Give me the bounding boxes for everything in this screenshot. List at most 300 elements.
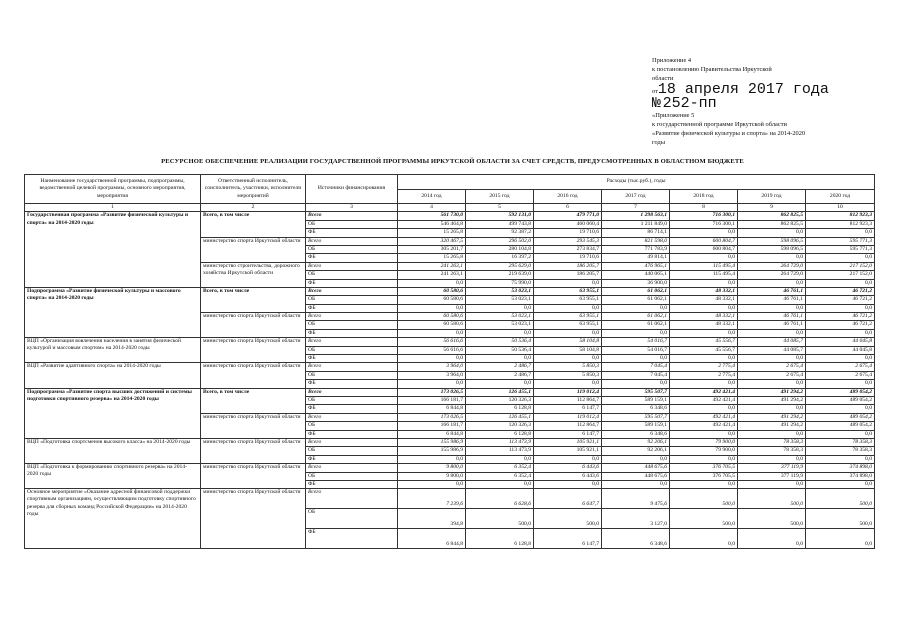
expense-value: 53 023,1 bbox=[466, 296, 534, 304]
header-line-4: «Приложение 5 bbox=[652, 112, 695, 119]
expense-value: 166 181,7 bbox=[398, 422, 466, 430]
year-header: 2018 год bbox=[670, 189, 738, 204]
expense-value: 0,0 bbox=[738, 430, 806, 438]
funding-source: ОБ bbox=[306, 321, 398, 329]
expense-value: 500,0 bbox=[534, 509, 602, 529]
expense-value: 0,0 bbox=[806, 254, 875, 262]
header-line-6: «Развитие физической культуры и спорта» на 2014-2020 bbox=[652, 130, 806, 137]
expense-value: 812 923,3 bbox=[806, 212, 875, 220]
expense-value: 492 421,4 bbox=[670, 422, 738, 430]
expense-value: 0,0 bbox=[602, 455, 670, 463]
expense-value: 155 986,9 bbox=[398, 438, 466, 446]
year-header: 2020 год bbox=[806, 189, 875, 204]
table-row bbox=[25, 287, 875, 295]
expense-value: 0,0 bbox=[738, 380, 806, 388]
expense-value: 241 263,1 bbox=[398, 271, 466, 279]
expense-value: 546 464,8 bbox=[398, 220, 466, 228]
expense-value: 295 629,0 bbox=[466, 262, 534, 270]
expense-value: 6 128,8 bbox=[466, 529, 534, 549]
number-prefix: № bbox=[652, 95, 662, 112]
expense-value: 219 639,0 bbox=[466, 271, 534, 279]
expense-value: 44 045,8 bbox=[806, 338, 875, 346]
table-row bbox=[25, 388, 875, 396]
expense-value: 105 921,1 bbox=[534, 438, 602, 446]
expense-value: 0,0 bbox=[602, 355, 670, 363]
expense-value: 16 397,2 bbox=[466, 254, 534, 262]
expense-value: 0,0 bbox=[466, 480, 534, 488]
expense-value: 0,0 bbox=[806, 279, 875, 287]
expense-value: 50 536,4 bbox=[466, 346, 534, 354]
executor-name: министерство спорта Иркутской области bbox=[201, 338, 306, 363]
expense-value: 186 205,7 bbox=[534, 262, 602, 270]
expense-value: 0,0 bbox=[738, 480, 806, 488]
expense-value: 0,0 bbox=[670, 380, 738, 388]
expense-value: 115 495,4 bbox=[670, 271, 738, 279]
column-number: 1 bbox=[25, 204, 201, 212]
column-number: 9 bbox=[738, 204, 806, 212]
expense-value: 394,8 bbox=[398, 509, 466, 529]
expense-value: 374 898,0 bbox=[806, 472, 875, 480]
expense-value: 0,0 bbox=[738, 405, 806, 413]
expense-value: 63 955,1 bbox=[534, 296, 602, 304]
expense-value: 0,0 bbox=[534, 329, 602, 337]
expense-value: 2 775,4 bbox=[670, 363, 738, 371]
expense-value: 264 729,0 bbox=[738, 271, 806, 279]
expense-value: 92 206,1 bbox=[602, 447, 670, 455]
expense-value: 53 023,1 bbox=[466, 313, 534, 321]
expense-value: 2 675,4 bbox=[806, 371, 875, 379]
funding-source: ФБ bbox=[306, 529, 398, 549]
funding-source: Всего bbox=[306, 313, 398, 321]
expense-value: 273 834,7 bbox=[534, 245, 602, 253]
expense-value: 120 326,3 bbox=[466, 396, 534, 404]
expense-value: 63 955,1 bbox=[534, 321, 602, 329]
funding-source: ОБ bbox=[306, 296, 398, 304]
expense-value: 499 743,8 bbox=[466, 220, 534, 228]
expense-value: 54 016,7 bbox=[602, 338, 670, 346]
expense-value: 48 332,1 bbox=[670, 296, 738, 304]
expense-value: 61 062,1 bbox=[602, 287, 670, 295]
program-name: ВЦП «Подготовка спортсменов высокого класса» на 2014-2020 годы bbox=[25, 438, 201, 463]
expense-value: 1 211 849,0 bbox=[602, 220, 670, 228]
expense-value: 120 326,3 bbox=[466, 422, 534, 430]
funding-source: ФБ bbox=[306, 254, 398, 262]
funding-source: Всего bbox=[306, 489, 398, 509]
expense-value: 1 298 563,1 bbox=[602, 212, 670, 220]
expense-value: 448 675,6 bbox=[602, 472, 670, 480]
expense-value: 5 850,3 bbox=[534, 363, 602, 371]
expense-value: 78 358,3 bbox=[738, 447, 806, 455]
expense-value: 6 128,8 bbox=[466, 430, 534, 438]
expense-value: 0,0 bbox=[534, 279, 602, 287]
expense-value: 46 761,1 bbox=[738, 296, 806, 304]
expense-value: 155 986,9 bbox=[398, 447, 466, 455]
expense-value: 305 201,7 bbox=[398, 245, 466, 253]
table-row bbox=[25, 363, 875, 371]
expense-value: 0,0 bbox=[738, 304, 806, 312]
table-row bbox=[25, 338, 875, 346]
expense-value: 489 054,2 bbox=[806, 413, 875, 421]
expense-value: 2 675,4 bbox=[738, 371, 806, 379]
expense-value: 0,0 bbox=[398, 380, 466, 388]
executor-name: Всего, в том числе bbox=[201, 287, 306, 312]
expense-value: 492 421,4 bbox=[670, 413, 738, 421]
expense-value: 48 332,1 bbox=[670, 287, 738, 295]
expense-value: 0,0 bbox=[466, 329, 534, 337]
expense-value: 479 771,0 bbox=[534, 212, 602, 220]
column-number: 8 bbox=[670, 204, 738, 212]
expense-value: 2 486,7 bbox=[466, 363, 534, 371]
expense-value: 56 616,6 bbox=[398, 338, 466, 346]
executor-name: Всего, в том числе bbox=[201, 388, 306, 413]
expense-value: 491 294,2 bbox=[738, 396, 806, 404]
program-name: Подпрограмма «Развитие спорта высших достижений и системы подготовки спортивного резерва» на 2014-2020 годы bbox=[25, 388, 201, 438]
expense-value: 0,0 bbox=[806, 455, 875, 463]
year-header: 2017 год bbox=[602, 189, 670, 204]
col-expenses-header: Расходы (тыс.руб.), годы bbox=[398, 175, 875, 190]
expense-value: 492 421,4 bbox=[670, 396, 738, 404]
expense-value: 377 119,9 bbox=[738, 472, 806, 480]
executor-name: министерство строительства, дорожного хозяйства Иркутской области bbox=[201, 262, 306, 287]
expense-value: 115 495,4 bbox=[670, 262, 738, 270]
expense-value: 6 352,4 bbox=[466, 464, 534, 472]
expense-value: 78 358,3 bbox=[806, 438, 875, 446]
expense-value: 489 054,2 bbox=[806, 388, 875, 396]
funding-source: ОБ bbox=[306, 271, 398, 279]
expense-value: 56 616,6 bbox=[398, 346, 466, 354]
header-line-1: Приложение 4 bbox=[652, 57, 692, 64]
expense-value: 296 502,0 bbox=[466, 237, 534, 245]
expense-value: 6 352,4 bbox=[466, 472, 534, 480]
expense-value: 105 921,1 bbox=[534, 447, 602, 455]
expense-value: 9 800,0 bbox=[398, 464, 466, 472]
funding-source: Всего bbox=[306, 413, 398, 421]
expense-value: 78 358,3 bbox=[806, 447, 875, 455]
col-name-header: Наименование государственной программы, подпрограммы, ведомственной целевой программы, основного мероприятия, мероприятия bbox=[25, 175, 201, 204]
funding-source: ФБ bbox=[306, 355, 398, 363]
expense-value: 6 147,7 bbox=[534, 405, 602, 413]
expense-value: 3 127,0 bbox=[602, 509, 670, 529]
expense-value: 119 012,4 bbox=[534, 413, 602, 421]
expense-value: 500,0 bbox=[806, 489, 875, 509]
expense-value: 0,0 bbox=[602, 480, 670, 488]
expense-value: 376 705,5 bbox=[670, 464, 738, 472]
expense-value: 0,0 bbox=[806, 304, 875, 312]
funding-source: ФБ bbox=[306, 480, 398, 488]
expense-value: 489 054,2 bbox=[806, 422, 875, 430]
column-number: 2 bbox=[201, 204, 306, 212]
expense-value: 45 556,7 bbox=[670, 346, 738, 354]
program-name: Государственная программа «Развитие физической культуры и спорта» на 2014-2020 годы bbox=[25, 212, 201, 288]
date-prefix: от bbox=[652, 88, 658, 95]
header-number-line bbox=[652, 97, 892, 111]
column-number: 5 bbox=[466, 204, 534, 212]
expense-value: 60 580,6 bbox=[398, 321, 466, 329]
expense-value: 500,0 bbox=[670, 509, 738, 529]
expense-value: 595 507,7 bbox=[602, 388, 670, 396]
expense-value: 63 955,1 bbox=[534, 313, 602, 321]
expense-value: 46 761,1 bbox=[738, 313, 806, 321]
expense-value: 6 147,7 bbox=[534, 529, 602, 549]
expense-value: 0,0 bbox=[602, 380, 670, 388]
executor-name: министерство спорта Иркутской области bbox=[201, 313, 306, 338]
expense-value: 0,0 bbox=[534, 355, 602, 363]
expense-value: 561 730,0 bbox=[398, 212, 466, 220]
program-name: Подпрограмма «Развитие физической культуры и массового спорта» на 2014-2020 годы bbox=[25, 287, 201, 337]
expense-value: 63 955,1 bbox=[534, 287, 602, 295]
expense-value: 0,0 bbox=[806, 430, 875, 438]
funding-source: ОБ bbox=[306, 422, 398, 430]
expense-value: 476 965,1 bbox=[602, 262, 670, 270]
expense-value: 119 012,4 bbox=[534, 388, 602, 396]
expense-value: 5 850,3 bbox=[534, 371, 602, 379]
header-line-7: годы bbox=[652, 139, 666, 146]
expense-value: 598 096,5 bbox=[738, 245, 806, 253]
table-head bbox=[25, 175, 875, 212]
expense-value: 0,0 bbox=[670, 430, 738, 438]
expense-value: 0,0 bbox=[466, 304, 534, 312]
expense-value: 61 062,1 bbox=[602, 321, 670, 329]
funding-source: ФБ bbox=[306, 279, 398, 287]
expense-value: 0,0 bbox=[670, 304, 738, 312]
expense-value: 0,0 bbox=[466, 455, 534, 463]
expense-value: 0,0 bbox=[602, 329, 670, 337]
expense-value: 862 825,5 bbox=[738, 212, 806, 220]
expense-value: 75 990,0 bbox=[466, 279, 534, 287]
funding-source: ФБ bbox=[306, 405, 398, 413]
expense-value: 86 714,1 bbox=[602, 229, 670, 237]
expense-value: 0,0 bbox=[398, 480, 466, 488]
funding-source: ОБ bbox=[306, 509, 398, 529]
expense-value: 6 147,7 bbox=[534, 430, 602, 438]
funding-source: Всего bbox=[306, 464, 398, 472]
executor-name: министерство спорта Иркутской области bbox=[201, 464, 306, 489]
funding-source: ОБ bbox=[306, 245, 398, 253]
column-number: 10 bbox=[806, 204, 875, 212]
funding-source: Всего bbox=[306, 338, 398, 346]
column-number: 3 bbox=[306, 204, 398, 212]
expense-value: 0,0 bbox=[806, 529, 875, 549]
expense-value: 0,0 bbox=[398, 304, 466, 312]
column-number: 4 bbox=[398, 204, 466, 212]
expense-value: 500,0 bbox=[806, 509, 875, 529]
program-name: ВЦП «Развитие адаптивного спорта» на 2014-2020 годы bbox=[25, 363, 201, 388]
expense-value: 0,0 bbox=[670, 529, 738, 549]
expense-value: 595 771,3 bbox=[806, 245, 875, 253]
expense-value: 79 900,0 bbox=[670, 438, 738, 446]
funding-source: Всего bbox=[306, 363, 398, 371]
funding-source: ФБ bbox=[306, 304, 398, 312]
expense-value: 0,0 bbox=[534, 380, 602, 388]
expense-value: 0,0 bbox=[738, 254, 806, 262]
expense-value: 2 775,4 bbox=[670, 371, 738, 379]
funding-source: Всего bbox=[306, 287, 398, 295]
expense-value: 6 647,7 bbox=[534, 489, 602, 509]
executor-name: министерство спорта Иркутской области bbox=[201, 363, 306, 388]
expense-value: 293 545,3 bbox=[534, 237, 602, 245]
expense-value: 595 507,7 bbox=[602, 413, 670, 421]
expense-value: 48 332,1 bbox=[670, 313, 738, 321]
expense-value: 491 294,2 bbox=[738, 388, 806, 396]
expense-value: 60 580,6 bbox=[398, 287, 466, 295]
expense-value: 0,0 bbox=[670, 480, 738, 488]
expense-value: 264 729,0 bbox=[738, 262, 806, 270]
table-body bbox=[25, 212, 875, 549]
expense-value: 60 580,6 bbox=[398, 313, 466, 321]
expense-value: 49 814,1 bbox=[602, 254, 670, 262]
expense-value: 19 710,6 bbox=[534, 229, 602, 237]
expense-value: 15 265,8 bbox=[398, 229, 466, 237]
year-header: 2014 год bbox=[398, 189, 466, 204]
header-line-3: области bbox=[652, 75, 674, 82]
column-number: 7 bbox=[602, 204, 670, 212]
expense-value: 500,0 bbox=[466, 509, 534, 529]
executor-name: Всего, в том числе bbox=[201, 212, 306, 237]
col-executor-header: Ответственный исполнитель, соисполнитель, участники, исполнители мероприятий bbox=[201, 175, 306, 204]
funding-source: ФБ bbox=[306, 329, 398, 337]
funding-source: ОБ bbox=[306, 220, 398, 228]
funding-source: Всего bbox=[306, 438, 398, 446]
column-numbers-row bbox=[25, 204, 875, 212]
funding-source: Всего bbox=[306, 262, 398, 270]
expense-value: 0,0 bbox=[534, 455, 602, 463]
header-line-5: к государственной программе Иркутской области bbox=[652, 121, 787, 128]
expense-value: 0,0 bbox=[738, 329, 806, 337]
expense-value: 500,0 bbox=[738, 489, 806, 509]
expense-value: 491 294,2 bbox=[738, 422, 806, 430]
expense-value: 595 771,3 bbox=[806, 237, 875, 245]
expense-value: 54 016,7 bbox=[602, 346, 670, 354]
expense-value: 0,0 bbox=[534, 304, 602, 312]
expense-value: 46 761,1 bbox=[738, 321, 806, 329]
funding-source: ФБ bbox=[306, 430, 398, 438]
expense-value: 6 443,6 bbox=[534, 472, 602, 480]
expense-value: 0,0 bbox=[806, 229, 875, 237]
expense-value: 15 265,8 bbox=[398, 254, 466, 262]
expense-value: 598 096,5 bbox=[738, 237, 806, 245]
expense-value: 61 062,1 bbox=[602, 313, 670, 321]
expense-value: 61 062,1 bbox=[602, 296, 670, 304]
expense-value: 217 152,0 bbox=[806, 262, 875, 270]
resolution-date: 18 апреля 2017 года bbox=[657, 81, 829, 98]
head-row-1 bbox=[25, 175, 875, 190]
expense-value: 500,0 bbox=[670, 489, 738, 509]
expense-value: 374 898,0 bbox=[806, 464, 875, 472]
expense-value: 2 486,7 bbox=[466, 371, 534, 379]
expense-value: 0,0 bbox=[670, 455, 738, 463]
executor-name: министерство спорта Иркутской области bbox=[201, 438, 306, 463]
expense-value: 0,0 bbox=[738, 455, 806, 463]
expense-value: 112 864,7 bbox=[534, 422, 602, 430]
expense-value: 44 085,7 bbox=[738, 346, 806, 354]
expense-value: 0,0 bbox=[398, 355, 466, 363]
expense-value: 6 443,6 bbox=[534, 464, 602, 472]
expense-value: 716 300,1 bbox=[670, 220, 738, 228]
approval-header bbox=[652, 56, 892, 147]
resolution-number: 252-пп bbox=[662, 95, 717, 112]
expense-value: 46 761,1 bbox=[738, 287, 806, 295]
expense-value: 6 844,8 bbox=[398, 430, 466, 438]
executor-name: министерство спорта Иркутской области bbox=[201, 413, 306, 438]
expense-value: 48 332,1 bbox=[670, 321, 738, 329]
expense-value: 7 045,4 bbox=[602, 363, 670, 371]
expense-value: 6 348,6 bbox=[602, 405, 670, 413]
expense-value: 2 675,4 bbox=[806, 363, 875, 371]
header-line-2: к постановлению Правительства Иркутской bbox=[652, 66, 772, 73]
program-name: ВЦП «Подготовка к формированию спортивного резерва» на 2014-2020 годы bbox=[25, 464, 201, 489]
funding-source: ОБ bbox=[306, 447, 398, 455]
expense-value: 0,0 bbox=[806, 329, 875, 337]
expense-value: 600 804,7 bbox=[670, 245, 738, 253]
expense-value: 113 473,9 bbox=[466, 447, 534, 455]
column-number: 6 bbox=[534, 204, 602, 212]
expense-value: 0,0 bbox=[670, 279, 738, 287]
expense-value: 489 054,2 bbox=[806, 396, 875, 404]
expense-value: 46 721,2 bbox=[806, 321, 875, 329]
expense-value: 0,0 bbox=[534, 480, 602, 488]
funding-source: ФБ bbox=[306, 455, 398, 463]
table-row bbox=[25, 489, 875, 509]
expense-value: 58 104,8 bbox=[534, 346, 602, 354]
funding-source: ФБ bbox=[306, 380, 398, 388]
expense-value: 0,0 bbox=[670, 405, 738, 413]
expense-value: 460 060,4 bbox=[534, 220, 602, 228]
expense-value: 0,0 bbox=[670, 355, 738, 363]
table-row bbox=[25, 212, 875, 220]
expense-value: 6 128,8 bbox=[466, 405, 534, 413]
expense-value: 0,0 bbox=[398, 455, 466, 463]
expense-value: 862 825,5 bbox=[738, 220, 806, 228]
expense-value: 0,0 bbox=[738, 279, 806, 287]
expense-value: 126 455,1 bbox=[466, 388, 534, 396]
executor-name: министерство спорта Иркутской области bbox=[201, 237, 306, 262]
expense-value: 79 900,0 bbox=[670, 447, 738, 455]
funding-source: ОБ bbox=[306, 472, 398, 480]
expense-value: 592 131,0 bbox=[466, 212, 534, 220]
expense-value: 0,0 bbox=[806, 380, 875, 388]
expense-value: 166 181,7 bbox=[398, 396, 466, 404]
expense-value: 377 119,9 bbox=[738, 464, 806, 472]
expense-value: 0,0 bbox=[806, 480, 875, 488]
expense-value: 448 675,6 bbox=[602, 464, 670, 472]
expense-value: 280 104,8 bbox=[466, 245, 534, 253]
expense-value: 50 536,4 bbox=[466, 338, 534, 346]
table-row bbox=[25, 438, 875, 446]
expense-value: 78 358,3 bbox=[738, 438, 806, 446]
expense-value: 492 421,4 bbox=[670, 388, 738, 396]
expense-value: 0,0 bbox=[738, 529, 806, 549]
expense-value: 0,0 bbox=[398, 279, 466, 287]
expense-value: 0,0 bbox=[806, 355, 875, 363]
year-header: 2019 год bbox=[738, 189, 806, 204]
expense-value: 440 065,1 bbox=[602, 271, 670, 279]
expense-value: 19 710,6 bbox=[534, 254, 602, 262]
expense-value: 821 598,0 bbox=[602, 237, 670, 245]
expense-value: 600 804,7 bbox=[670, 237, 738, 245]
expense-value: 53 023,1 bbox=[466, 321, 534, 329]
expense-value: 0,0 bbox=[466, 355, 534, 363]
expense-value: 9 800,0 bbox=[398, 472, 466, 480]
expense-value: 92 206,1 bbox=[602, 438, 670, 446]
expense-value: 771 783,9 bbox=[602, 245, 670, 253]
expense-value: 173 026,5 bbox=[398, 413, 466, 421]
expense-value: 46 721,2 bbox=[806, 313, 875, 321]
expense-value: 0,0 bbox=[738, 355, 806, 363]
expense-value: 716 300,1 bbox=[670, 212, 738, 220]
expense-value: 589 159,1 bbox=[602, 422, 670, 430]
expense-value: 60 580,6 bbox=[398, 296, 466, 304]
expense-value: 7 239,6 bbox=[398, 489, 466, 509]
